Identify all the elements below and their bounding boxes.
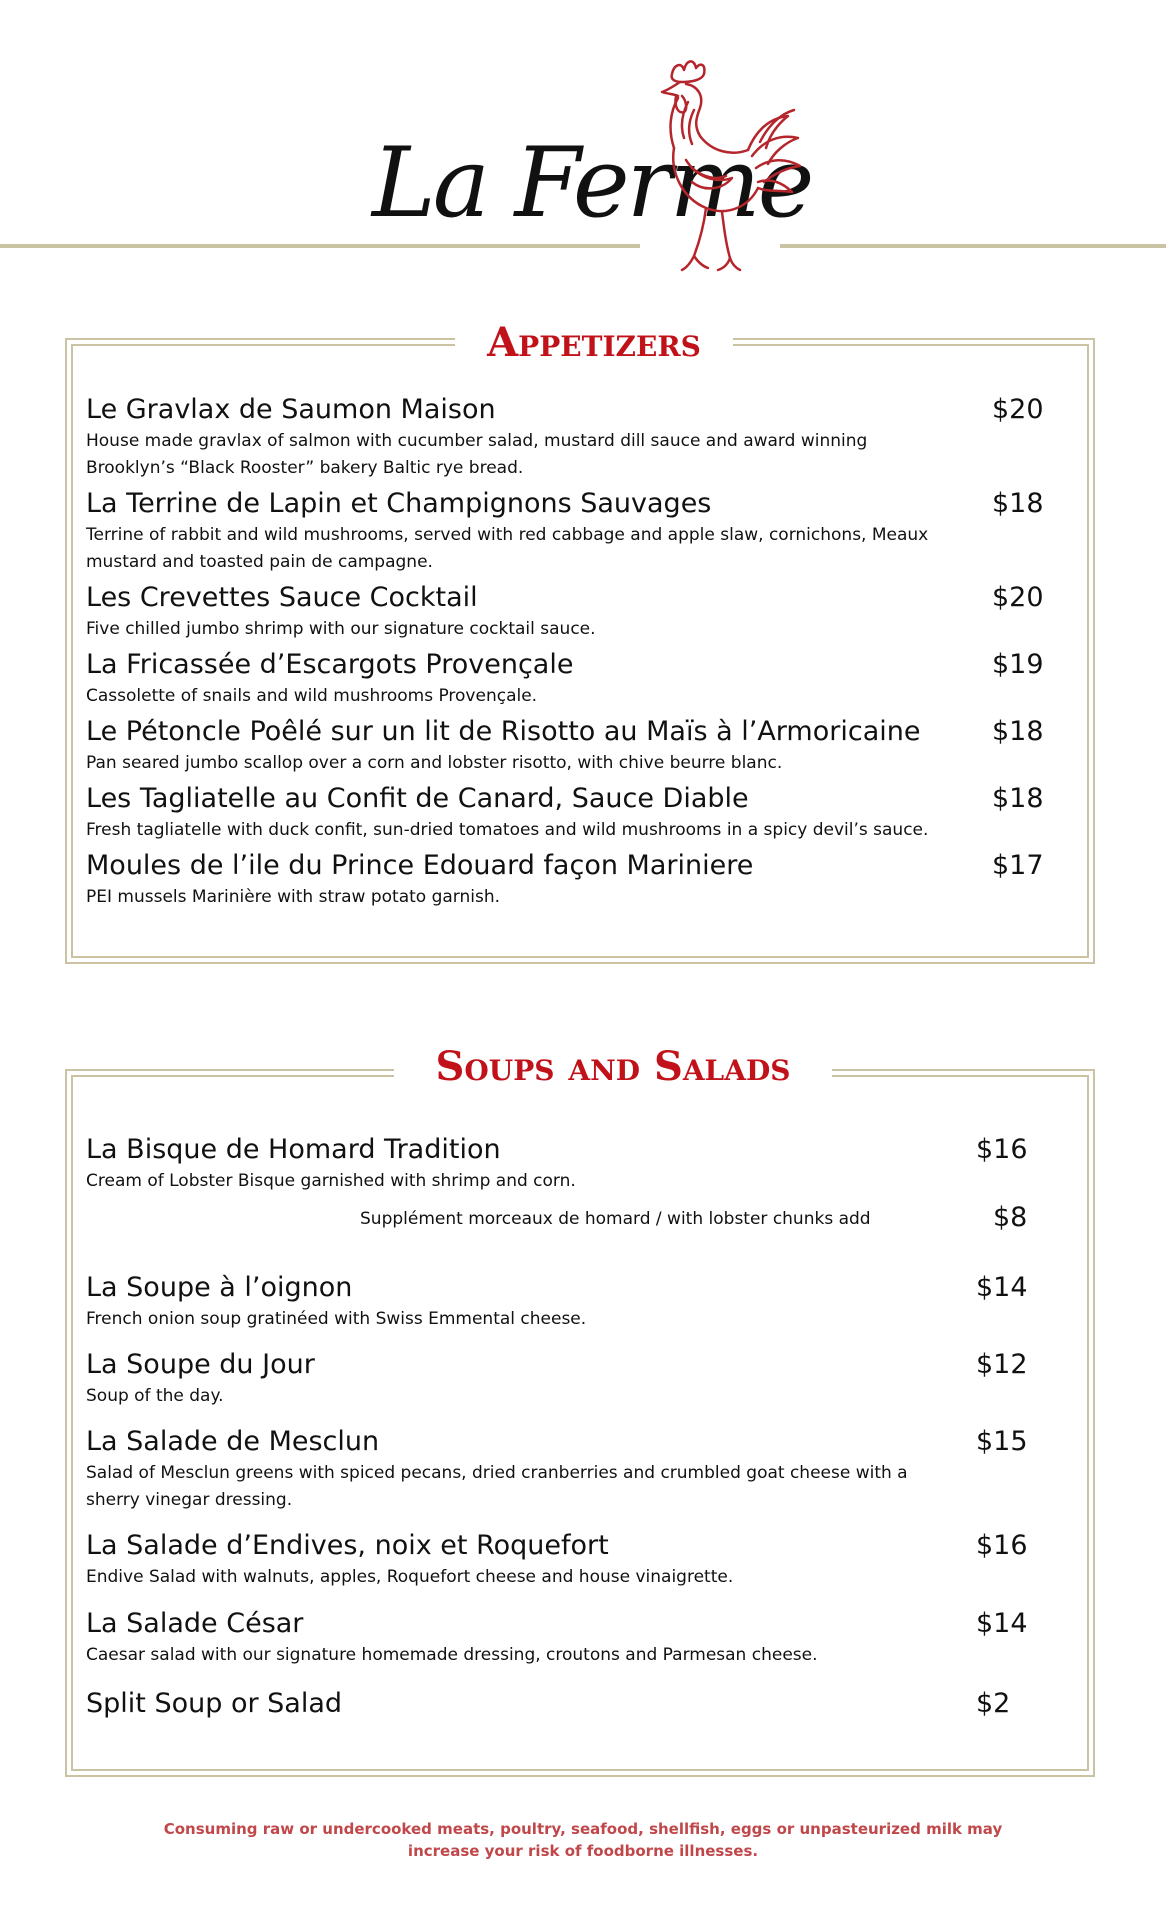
item-name: Les Tagliatelle au Confit de Canard, Sauce Diable <box>86 783 749 814</box>
menu-item <box>86 714 1046 777</box>
item-price: $18 <box>992 783 1044 814</box>
item-name: La Salade César <box>86 1608 304 1639</box>
item-name: Split Soup or Salad <box>86 1688 343 1719</box>
item-price: $20 <box>992 394 1044 425</box>
item-name: Les Crevettes Sauce Cocktail <box>86 582 478 613</box>
menu-item <box>86 781 1046 844</box>
item-description: Cassolette of snails and wild mushrooms Provençale. <box>86 686 538 706</box>
notice-line-2: increase your risk of foodborne illnesses. <box>407 1842 759 1860</box>
menu-item <box>86 647 1046 710</box>
header-rule-right <box>780 244 1166 248</box>
item-name: Le Pétoncle Poêlé sur un lit de Risotto au Maïs à l’Armoricaine <box>86 716 921 747</box>
item-price: $18 <box>992 716 1044 747</box>
item-description: Pan seared jumbo scallop over a corn and lobster risotto, with chive beurre blanc. <box>86 753 783 773</box>
item-price: $17 <box>992 850 1044 881</box>
item-description: Soup of the day. <box>86 1386 224 1406</box>
lobster-supplement-price: $8 <box>993 1202 1028 1233</box>
item-description: French onion soup gratinéed with Swiss Emmental cheese. <box>86 1309 587 1329</box>
item-description: Cream of Lobster Bisque garnished with shrimp and corn. <box>86 1171 576 1191</box>
item-price: $16 <box>976 1530 1028 1561</box>
menu-item <box>86 1132 1046 1195</box>
menu-item <box>86 392 1046 482</box>
food-safety-notice <box>100 1818 1066 1862</box>
item-price: $16 <box>976 1134 1028 1165</box>
menu-item <box>86 848 1046 911</box>
menu-item <box>86 1270 1046 1333</box>
item-description: Five chilled jumbo shrimp with our signature cocktail sauce. <box>86 619 596 639</box>
menu-header <box>0 0 1166 280</box>
item-name: La Salade de Mesclun <box>86 1426 380 1457</box>
item-name: La Fricassée d’Escargots Provençale <box>86 649 574 680</box>
item-name: Moules de l’ile du Prince Edouard façon Mariniere <box>86 850 754 881</box>
item-price: $2 <box>976 1688 1011 1719</box>
item-name: La Soupe du Jour <box>86 1349 315 1380</box>
item-description: Fresh tagliatelle with duck confit, sun-dried tomatoes and wild mushrooms in a spicy devil’s sauce. <box>86 820 929 840</box>
lobster-supplement: Supplément morceaux de homard / with lobster chunks add <box>360 1209 871 1229</box>
menu-item <box>86 1347 1046 1410</box>
item-description: Terrine of rabbit and wild mushrooms, served with red cabbage and apple slaw, cornichons, Meaux mustard and toasted pain de campagne. <box>86 525 929 572</box>
item-price: $14 <box>976 1608 1028 1639</box>
restaurant-logo: La Ferme <box>372 127 812 239</box>
menu-item <box>86 486 1046 576</box>
item-description: Caesar salad with our signature homemade dressing, croutons and Parmesan cheese. <box>86 1645 818 1665</box>
item-description: Endive Salad with walnuts, apples, Roquefort cheese and house vinaigrette. <box>86 1567 734 1587</box>
item-description: Salad of Mesclun greens with spiced pecans, dried cranberries and crumbled goat cheese with a sherry vinegar dressing. <box>86 1463 908 1510</box>
rooster-icon <box>652 52 802 274</box>
item-price: $19 <box>992 649 1044 680</box>
menu-item <box>86 1424 1046 1514</box>
item-price: $18 <box>992 488 1044 519</box>
soups-salads-title: Soups and Salads <box>394 1042 832 1092</box>
item-price: $20 <box>992 582 1044 613</box>
item-price: $14 <box>976 1272 1028 1303</box>
menu-item <box>86 1606 1046 1669</box>
item-description: House made gravlax of salmon with cucumber salad, mustard dill sauce and award winning Brooklyn’s “Black Rooster” bakery Baltic rye bread. <box>86 431 868 478</box>
menu-item <box>86 580 1046 643</box>
item-price: $12 <box>976 1349 1028 1380</box>
item-name: La Bisque de Homard Tradition <box>86 1134 501 1165</box>
menu-item <box>86 1686 1046 1722</box>
header-rule-left <box>0 244 640 248</box>
item-description: PEI mussels Marinière with straw potato garnish. <box>86 887 501 907</box>
item-name: La Terrine de Lapin et Champignons Sauvages <box>86 488 712 519</box>
menu-item <box>86 1528 1046 1591</box>
item-name: La Soupe à l’oignon <box>86 1272 353 1303</box>
item-name: Le Gravlax de Saumon Maison <box>86 394 496 425</box>
appetizers-title: Appetizers <box>455 318 733 368</box>
item-price: $15 <box>976 1426 1028 1457</box>
item-name: La Salade d’Endives, noix et Roquefort <box>86 1530 609 1561</box>
notice-line-1: Consuming raw or undercooked meats, poultry, seafood, shellfish, eggs or unpasteurized milk may <box>163 1820 1003 1838</box>
